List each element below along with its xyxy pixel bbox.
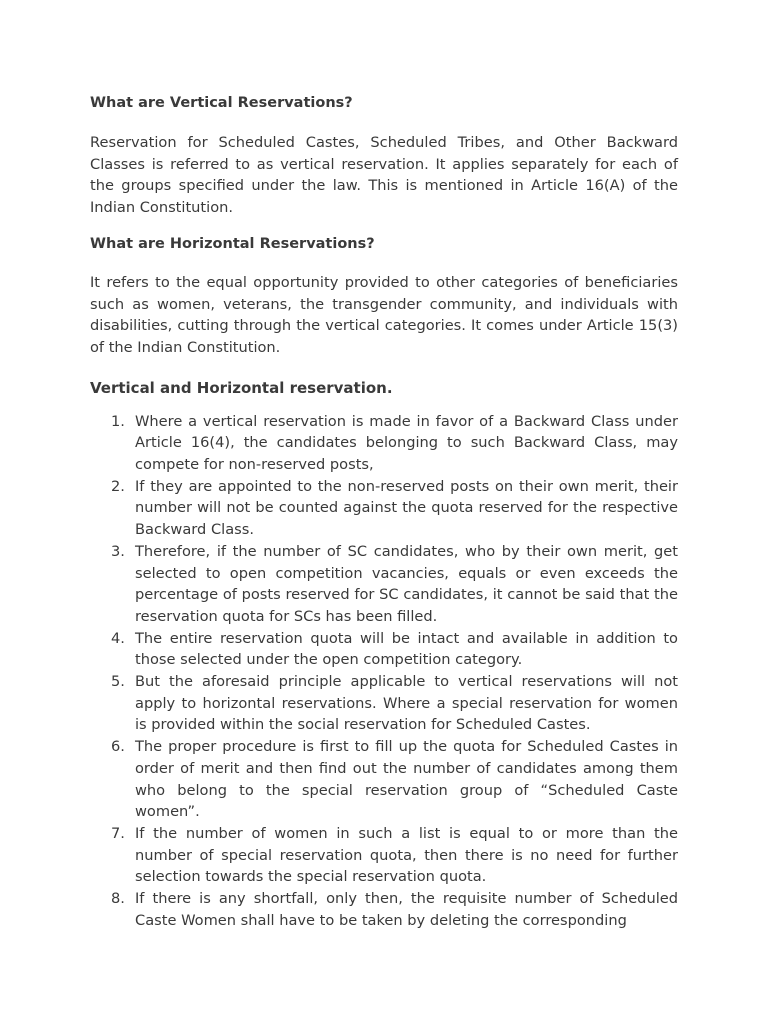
- vertical-reservations-paragraph: Reservation for Scheduled Castes, Scheduled Tribes, and Other Backward Classes is referred to as vertical reservation. It applies separately for each of the groups specified under the law. This is mentioned in Article 16(A) of the Indian Constitution.: [90, 134, 678, 217]
- list-item-number: 3.: [111, 542, 125, 560]
- list-item-text: Therefore, if the number of SC candidates, who by their own merit, get selected to open competition vacancies, equals or even exceeds the percentage of posts reserved for SC candidates, it cannot be said that the reservation quota for SCs has been filled.: [135, 542, 678, 625]
- list-item: [90, 411, 678, 476]
- list-item-text: If there is any shortfall, only then, the requisite number of Scheduled Caste Women shall have to be taken by deleting the corresponding: [135, 890, 678, 929]
- list-item-number: 7.: [111, 824, 125, 842]
- list-item-text: If the number of women in such a list is equal to or more than the number of special reservation quota, then there is no need for further selection towards the special reservation quota.: [135, 824, 678, 886]
- list-item: [90, 888, 678, 931]
- vertical-reservations-heading: What are Vertical Reservations?: [90, 95, 353, 111]
- list-item-number: 1.: [111, 412, 125, 430]
- list-item: [90, 628, 678, 671]
- list-item-text: The entire reservation quota will be intact and available in addition to those selected under the open competition category.: [135, 629, 678, 669]
- horizontal-reservations-paragraph: It refers to the equal opportunity provided to other categories of beneficiaries such as women, veterans, the transgender community, and individuals with disabilities, cutting through the vertical categories. It comes under Article 15(3) of the Indian Constitution.: [90, 273, 678, 356]
- numbered-list: [90, 411, 678, 932]
- list-item-number: 4.: [111, 629, 125, 647]
- vertical-horizontal-heading: Vertical and Horizontal reservation.: [90, 378, 393, 397]
- list-item-text: If they are appointed to the non-reserved posts on their own merit, their number will not be counted against the quota reserved for the respective Backward Class.: [135, 477, 678, 539]
- list-item-text: But the aforesaid principle applicable to vertical reservations will not apply to horizontal reservations. Where a special reservation for women is provided within the social reservation for Scheduled Castes.: [135, 673, 678, 734]
- list-item-text: Where a vertical reservation is made in favor of a Backward Class under Article 16(4), the candidates belonging to such Backward Class, may compete for non-reserved posts,: [135, 412, 678, 474]
- list-item-number: 5.: [111, 673, 125, 691]
- list-item: [90, 541, 678, 628]
- list-item: [90, 736, 678, 823]
- list-item: [90, 671, 678, 736]
- horizontal-reservations-heading: What are Horizontal Reservations?: [90, 235, 375, 252]
- document-page: [90, 93, 678, 932]
- list-item-number: 6.: [111, 738, 125, 756]
- list-item-number: 2.: [111, 477, 125, 495]
- list-item: [90, 476, 678, 541]
- list-item-number: 8.: [111, 890, 125, 908]
- list-item: [90, 823, 678, 888]
- list-item-text: The proper procedure is first to fill up the quota for Scheduled Castes in order of merit and then find out the number of candidates among them who belong to the special reservation group of “Scheduled Caste women”.: [135, 738, 678, 821]
